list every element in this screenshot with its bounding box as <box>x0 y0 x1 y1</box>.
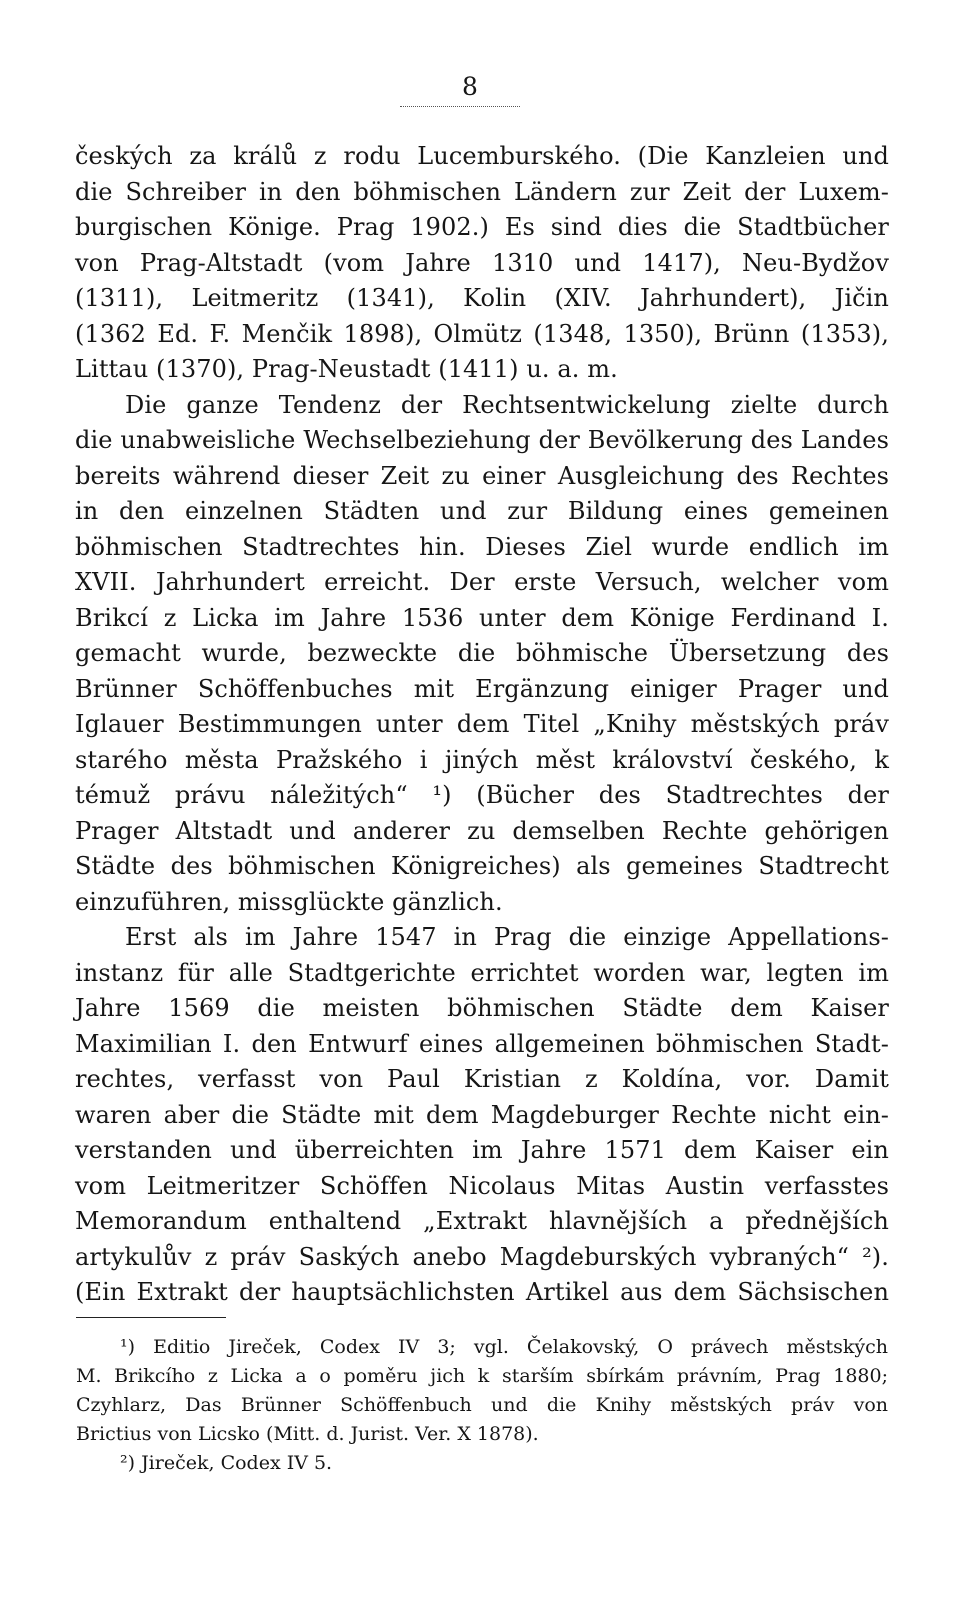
text-line: (1362 Ed. F. Menčik 1898), Olmütz (1348, 1350), Brünn (1353), <box>75 319 889 348</box>
text-line: die Schreiber in den böhmischen Ländern zur Zeit der Luxem- <box>75 177 889 206</box>
footnote-line: ²) Jireček, Codex IV 5. <box>120 1452 333 1474</box>
text-line: rechtes, verfasst von Paul Kristian z Koldína, vor. Damit <box>75 1065 889 1093</box>
text-line: burgischen Könige. Prag 1902.) Es sind dies die Stadtbücher <box>75 213 889 241</box>
text-line: témuž právu náležitých“ ¹) (Bücher des Stadtrechtes der <box>75 781 889 809</box>
text-line: instanz für alle Stadtgerichte errichtet worden war, legten im <box>75 958 889 987</box>
text-line: artykulův z práv Saských anebo Magdeburských vybraných“ ²). <box>75 1242 889 1271</box>
text-line: Städte des böhmischen Königreiches) als gemeines Stadtrecht <box>75 852 889 880</box>
body-text <box>75 139 889 1311</box>
text-line: Die ganze Tendenz der Rechtsentwickelung zielte durch <box>125 390 889 419</box>
text-line: českých za králů z rodu Lucemburského. (Die Kanzleien und <box>75 142 889 170</box>
text-line: Littau (1370), Prag-Neustadt (1411) u. a. m. <box>75 355 618 383</box>
text-line: Prager Altstadt und anderer zu demselben Rechte gehörigen <box>75 816 889 845</box>
footnote-line: Brictius von Licsko (Mitt. d. Jurist. Ver. X 1878). <box>76 1423 539 1445</box>
text-line: Iglauer Bestimmungen unter dem Titel „Knihy městských práv <box>75 710 889 738</box>
footnote-line: Czyhlarz, Das Brünner Schöffenbuch und die Knihy městských práv von <box>76 1394 888 1416</box>
footnote-rule <box>76 1317 226 1318</box>
text-line: von Prag-Altstadt (vom Jahre 1310 und 1417), Neu-Bydžov <box>75 248 889 277</box>
text-line: (Ein Extrakt der hauptsächlichsten Artikel aus dem Sächsischen <box>75 1278 889 1306</box>
text-line: verstanden und überreichten im Jahre 1571 dem Kaiser ein <box>75 1136 889 1164</box>
text-line: Memorandum enthaltend „Extrakt hlavnějších a přednějších <box>75 1207 889 1235</box>
text-line: Jahre 1569 die meisten böhmischen Städte dem Kaiser <box>75 994 889 1022</box>
footnote-line: M. Brikcího z Licka a o poměru jich k starším sbírkám právním, Prag 1880; <box>76 1365 888 1387</box>
text-line: gemacht wurde, bezweckte die böhmische Übersetzung des <box>75 639 889 667</box>
text-line: starého města Pražského i jiných měst království českého, k <box>75 745 889 774</box>
page-number: 8 <box>462 72 478 101</box>
text-line: die unabweisliche Wechselbeziehung der Bevölkerung des Landes <box>75 426 889 454</box>
text-line: einzuführen, missglückte gänzlich. <box>75 887 503 916</box>
text-line: vom Leitmeritzer Schöffen Nicolaus Mitas Austin verfasstes <box>75 1171 889 1200</box>
text-line: bereits während dieser Zeit zu einer Ausgleichung des Rechtes <box>75 461 889 490</box>
header-rule <box>400 106 520 107</box>
text-line: (1311), Leitmeritz (1341), Kolin (XIV. Jahrhundert), Jičin <box>75 284 889 312</box>
text-line: Maximilian I. den Entwurf eines allgemeinen böhmischen Stadt- <box>75 1029 889 1058</box>
text-line: in den einzelnen Städten und zur Bildung eines gemeinen <box>75 497 889 525</box>
text-line: Brikcí z Licka im Jahre 1536 unter dem Könige Ferdinand I. <box>75 603 889 632</box>
footnotes <box>76 1333 888 1478</box>
text-line: XVII. Jahrhundert erreicht. Der erste Versuch, welcher vom <box>75 568 889 596</box>
text-line: waren aber die Städte mit dem Magdeburger Rechte nicht ein- <box>75 1100 889 1129</box>
footnote-line: ¹) Editio Jireček, Codex IV 3; vgl. Čelakovský, O právech městských <box>120 1336 888 1358</box>
text-line: Erst als im Jahre 1547 in Prag die einzige Appellations- <box>125 923 889 951</box>
text-line: böhmischen Stadtrechtes hin. Dieses Ziel wurde endlich im <box>75 532 889 561</box>
text-line: Brünner Schöffenbuches mit Ergänzung einiger Prager und <box>75 674 889 703</box>
